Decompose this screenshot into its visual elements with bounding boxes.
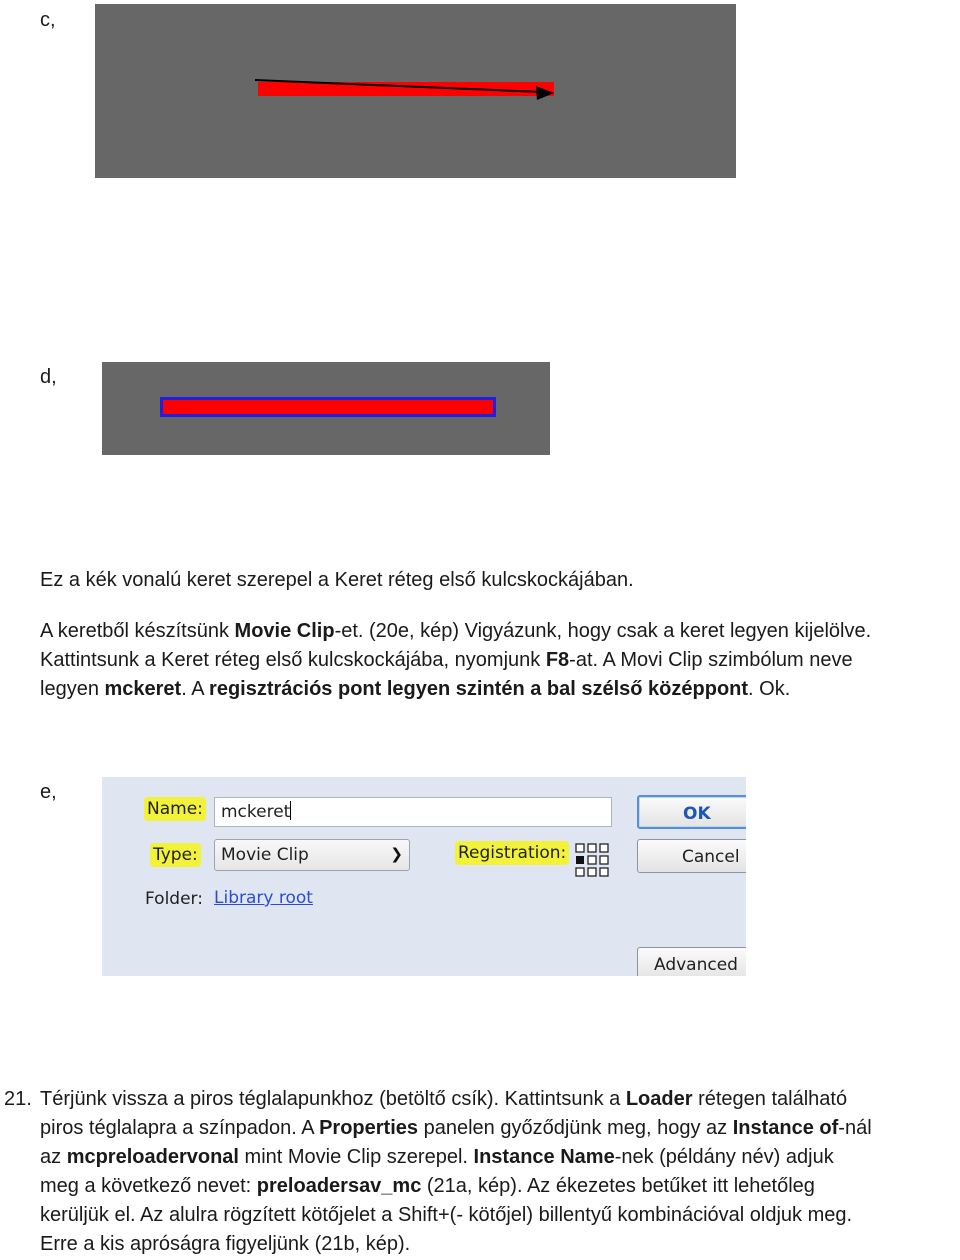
library-root-link[interactable]: Library root: [214, 888, 313, 908]
convert-symbol-dialog: [102, 777, 746, 976]
chevron-down-icon: ❯: [390, 845, 403, 863]
type-label-highlight: [150, 843, 201, 867]
paragraph-1: [40, 566, 634, 595]
advanced-button[interactable]: Advanced: [637, 947, 746, 976]
paragraph-21-line-4: meg a következő nevet: preloadersav_mc (21a, kép). Az ékezetes betűket itt lehetőleg: [40, 1175, 815, 1197]
paragraph-21-line-1: Térjünk vissza a piros téglalapunkhoz (betöltő csík). Kattintsunk a Loader rétegen található: [40, 1088, 848, 1110]
paragraph-2: [40, 617, 871, 704]
ok-button[interactable]: OK: [637, 795, 746, 829]
registration-label-highlight: [455, 841, 569, 865]
name-label-highlight: [144, 797, 206, 821]
cancel-button[interactable]: Cancel: [637, 839, 746, 873]
red-bar-arrow-graphic: [95, 4, 736, 178]
stage-canvas-d: [102, 362, 550, 455]
text-caret: [290, 801, 291, 820]
name-input[interactable]: [214, 797, 612, 827]
selected-registration-point[interactable]: [576, 856, 584, 864]
paragraph-2-line-3: legyen mckeret. A regisztrációs pont legyen szintén a bal szélső középpont. Ok.: [40, 678, 791, 700]
type-select-value: Movie Clip: [221, 845, 309, 865]
paragraph-21-line-2: piros téglalapra a színpadon. A Properties panelen győződjünk meg, hogy az Instance of-nál: [40, 1117, 872, 1139]
paragraph-1-text: Ez a kék vonalú keret szerepel a Keret réteg első kulcskockájában.: [40, 569, 634, 591]
figure-label-c: c,: [40, 9, 56, 31]
paragraph-21: [40, 1085, 872, 1259]
paragraph-21-line-5: kerüljük el. Az alulra rögzített kötőjelet a Shift+(- kötőjel) billentyű kombinációval oldjuk meg.: [40, 1204, 853, 1226]
stage-canvas-c: [95, 4, 736, 178]
paragraph-21-line-3: az mcpreloadervonal mint Movie Clip szerepel. Instance Name-nek (példány név) adjuk: [40, 1146, 834, 1168]
name-label: Name:: [147, 799, 203, 819]
red-bar-blue-frame: [160, 397, 496, 417]
paragraph-2-line-2: Kattintsunk a Keret réteg első kulcskockájába, nyomjunk F8-at. A Movi Clip szimbólum neve: [40, 649, 853, 671]
folder-label: Folder:: [145, 889, 203, 909]
registration-label: Registration:: [458, 843, 567, 863]
paragraph-2-line-1: A keretből készítsünk Movie Clip-et. (20e, kép) Vigyázunk, hogy csak a keret legyen kijelölve.: [40, 620, 872, 642]
paragraph-21-number: 21.: [4, 1088, 32, 1110]
type-label: Type:: [153, 845, 198, 865]
name-input-value: mckeret: [221, 802, 291, 822]
red-bar: [258, 82, 554, 96]
paragraph-21-line-6: Erre a kis apróságra figyeljünk (21b, kép).: [40, 1233, 411, 1255]
figure-label-d: d,: [40, 366, 57, 388]
figure-label-e: e,: [40, 781, 57, 803]
registration-point-grid-icon[interactable]: [575, 843, 609, 877]
type-select[interactable]: [214, 839, 410, 871]
